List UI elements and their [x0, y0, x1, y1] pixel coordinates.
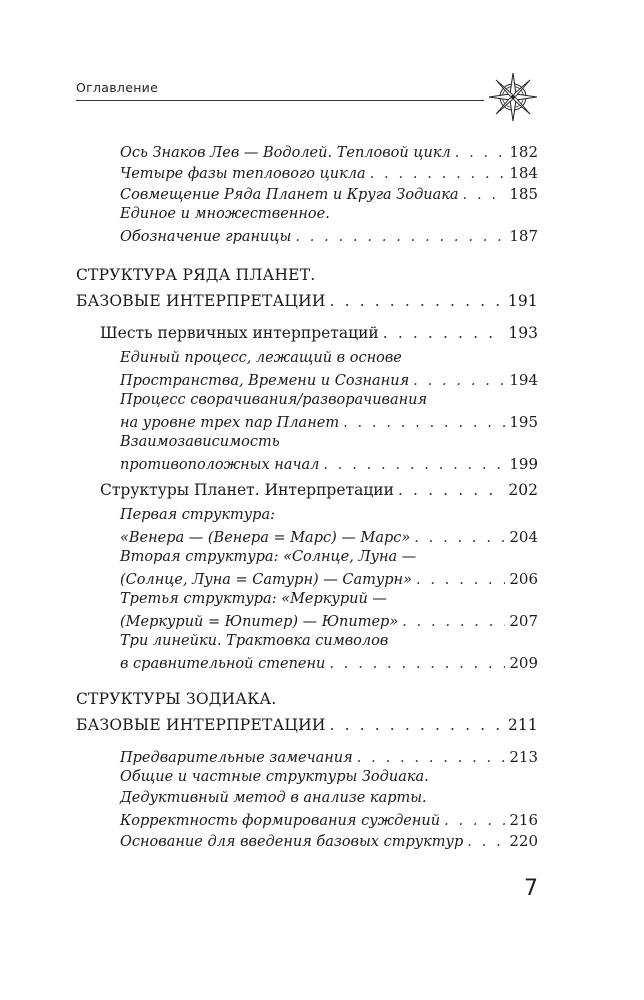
toc-entry-page: 216 [509, 811, 538, 829]
toc-entry-title: (Меркурий = Юпитер) — Юпитер» [120, 614, 399, 630]
toc-entry-title: «Венера — (Венера = Марс) — Марс» [120, 530, 411, 546]
toc-section-first-line: СТРУКТУРА РЯДА ПЛАНЕТ. [76, 266, 316, 284]
toc-entry[interactable] [120, 570, 538, 588]
toc-leader-dots [467, 834, 505, 850]
toc-entry-page: 199 [509, 455, 538, 473]
toc-leader-dots [463, 187, 506, 203]
toc-leader-dots [343, 415, 505, 431]
toc-entry-title: Пространства, Времени и Сознания [120, 373, 410, 389]
toc-entry[interactable] [120, 455, 538, 473]
toc-entry[interactable] [120, 832, 538, 850]
toc-entry-first-line: Процесс сворачивания/разворачивания [120, 392, 428, 408]
toc-entry-first-line: Третья структура: «Меркурий — [120, 591, 387, 607]
toc-entry-page: 187 [509, 227, 538, 245]
toc-entry-page: 184 [509, 164, 538, 182]
toc-entry[interactable] [120, 371, 538, 389]
page-number: 7 [524, 876, 538, 901]
toc-entry[interactable] [120, 612, 538, 630]
toc-entry[interactable] [120, 143, 538, 161]
toc-entry-page: 207 [509, 612, 538, 630]
toc-entry-first-line: Единый процесс, лежащий в основе [120, 350, 402, 366]
toc-entry[interactable] [120, 654, 538, 672]
toc-entry[interactable] [120, 227, 538, 245]
toc-leader-dots [402, 614, 505, 630]
toc-leader-dots [414, 530, 505, 546]
toc-entry-title: Четыре фазы теплового цикла [120, 166, 366, 182]
toc-entry-title: Ось Знаков Лев — Водолей. Тепловой цикл [120, 145, 451, 161]
toc-entry-page: 185 [509, 185, 538, 203]
toc-entry-page: 182 [509, 143, 538, 161]
toc-section-first-line: СТРУКТУРЫ ЗОДИАКА. [76, 690, 277, 708]
toc-leader-dots [398, 481, 504, 499]
toc-entry-title: (Солнце, Луна = Сатурн) — Сатурн» [120, 572, 412, 588]
toc-entry-title: Совмещение Ряда Планет и Круга Зодиака [120, 187, 459, 203]
toc-leader-dots [329, 656, 505, 672]
toc-entry-title: Предварительные замечания [120, 750, 353, 766]
toc-entry[interactable] [120, 811, 538, 829]
toc-entry-page: 220 [509, 832, 538, 850]
toc-leader-dots [295, 229, 505, 245]
toc-entry-title: в сравнительной степени [120, 656, 326, 672]
toc-leader-dots [444, 813, 505, 829]
toc-section[interactable] [76, 716, 538, 734]
toc-entry-title: Обозначение границы [120, 229, 292, 245]
toc-section-title: БАЗОВЫЕ ИНТЕРПРЕТАЦИИ [76, 292, 326, 310]
toc-entry-first-line: Единое и множественное. [120, 206, 330, 222]
toc-entry-page: 204 [509, 528, 538, 546]
toc-entry-title: на уровне трех пар Планет [120, 415, 340, 431]
toc-leader-dots [383, 324, 505, 342]
toc-entry-first-line: Взаимозависимость [120, 434, 280, 450]
toc-chapter[interactable] [100, 324, 538, 342]
toc-entry-page: 194 [509, 371, 538, 389]
toc-entry[interactable] [120, 185, 538, 203]
toc-leader-dots [416, 572, 505, 588]
toc-section-title: БАЗОВЫЕ ИНТЕРПРЕТАЦИИ [76, 716, 326, 734]
toc-entry-page: 213 [509, 748, 538, 766]
toc-leader-dots [330, 716, 504, 734]
toc-entry-page: 206 [509, 570, 538, 588]
toc-entry-title: Корректность формирования суждений [120, 813, 441, 829]
toc-leader-dots [323, 457, 505, 473]
toc-entry-second-line: Дедуктивный метод в анализе карты. [120, 790, 427, 806]
toc-leader-dots [370, 166, 506, 182]
toc-entry-title: противоположных начал [120, 457, 320, 473]
toc-entry-page: 195 [509, 413, 538, 431]
toc-entry[interactable] [120, 164, 538, 182]
toc-section-page: 191 [507, 292, 538, 310]
toc-chapter-title: Структуры Планет. Интерпретации [100, 481, 394, 499]
toc-section[interactable] [76, 292, 538, 310]
toc-entry[interactable] [120, 748, 538, 766]
toc-leader-dots [357, 750, 506, 766]
toc-entry-first-line: Общие и частные структуры Зодиака. [120, 769, 429, 785]
toc-entry-first-line: Первая структура: [120, 507, 275, 523]
running-head-title: Оглавление [76, 80, 159, 95]
toc-entry-title: Основание для введения базовых структур [120, 834, 464, 850]
toc-entry[interactable] [120, 528, 538, 546]
toc-entry-first-line: Три линейки. Трактовка символов [120, 633, 389, 649]
toc-leader-dots [330, 292, 504, 310]
toc-chapter[interactable] [100, 481, 538, 499]
toc-entry-page: 209 [509, 654, 538, 672]
toc-chapter-page: 193 [508, 324, 538, 342]
toc-section-page: 211 [507, 716, 538, 734]
toc-leader-dots [413, 373, 505, 389]
toc-chapter-title: Шесть первичных интерпретаций [100, 324, 379, 342]
toc-entry-first-line: Вторая структура: «Солнце, Луна — [120, 549, 417, 565]
toc-chapter-page: 202 [508, 481, 538, 499]
toc-entry[interactable] [120, 413, 538, 431]
toc-leader-dots [455, 145, 506, 161]
